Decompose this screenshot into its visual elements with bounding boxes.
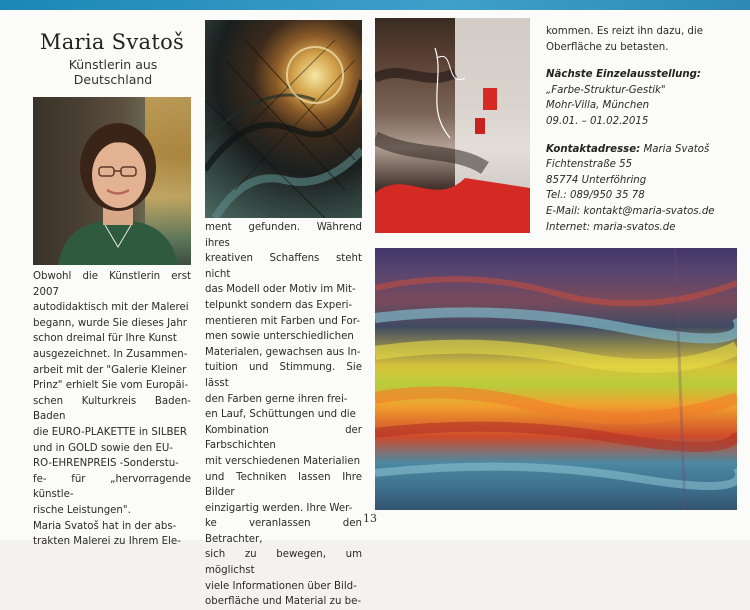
exhibition-venue: Mohr-Villa, München	[546, 100, 650, 112]
artwork-texture	[375, 248, 737, 510]
exhibition-heading: Nächste Einzelausstellung:	[546, 69, 702, 81]
text-line: den Farben gerne ihren frei-	[205, 393, 348, 405]
text-line: und Techniken lassen Ihre Bilder	[205, 471, 362, 499]
contact-heading: Kontaktadresse:	[546, 143, 641, 155]
text-line: Materialen, gewachsen aus In-	[205, 346, 361, 358]
artwork-texture	[205, 20, 362, 218]
text-line: und in GOLD sowie den EU-	[33, 442, 174, 454]
contact-line	[546, 142, 736, 158]
artist-portrait-photo	[33, 97, 191, 265]
text-line: men sowie unterschiedlichen	[205, 331, 354, 343]
text-line: ment gefunden. Während ihres	[205, 222, 362, 249]
text-line: kommen. Es reizt ihn dazu, die	[546, 26, 703, 37]
text-line: Kombination der Farbschichten	[205, 424, 362, 452]
artwork-texture	[375, 18, 530, 233]
article-column-2	[205, 220, 362, 610]
contact-email: E-Mail: kontakt@maria-svatos.de	[546, 205, 715, 217]
text-line: RO-EHRENPREIS -Sonderstu-	[33, 458, 179, 470]
contact-phone: Tel.: 089/950 35 78	[546, 190, 645, 202]
text-line: mentieren mit Farben und For-	[205, 315, 360, 327]
artwork-image-golden-circle	[205, 20, 362, 218]
text-line: ke veranlassen den Betrachter,	[205, 518, 362, 545]
article-column-3	[546, 24, 736, 235]
text-line: einzigartig werden. Ihre Wer-	[205, 502, 353, 514]
text-line: Maria Svatoš hat in der abs-	[33, 520, 177, 532]
text-line: schon dreimal für Ihre Kunst	[33, 333, 177, 345]
text-line: trakten Malerei zu Ihrem Ele-	[33, 536, 181, 548]
article-column-1	[33, 269, 191, 550]
portrait-figure	[33, 97, 191, 265]
text-line: Prinz" erhielt Sie vom Europäi-	[33, 380, 189, 392]
exhibition-title: „Farbe-Struktur-Gestik"	[546, 84, 666, 96]
page-number: 13	[363, 512, 377, 525]
text-line: schen Kulturkreis Baden-Baden	[33, 395, 191, 423]
artist-name: Maria Svatoš	[39, 30, 185, 54]
text-line: en Lauf, Schüttungen und die	[205, 409, 356, 421]
text-line: oberfläche und Material zu be-	[205, 596, 362, 608]
text-line: begann, wurde Sie dieses Jahr	[33, 317, 187, 329]
text-line: arbeit mit der "Galerie Kleiner	[33, 364, 187, 376]
contact-website: Internet: maria-svatos.de	[546, 221, 676, 233]
text-line: das Modell oder Motiv im Mit-	[205, 284, 356, 296]
artist-subtitle: Künstlerin aus Deutschland	[68, 57, 158, 87]
artwork-image-red-white	[375, 18, 530, 233]
text-line: viele Informationen über Bild-	[205, 580, 357, 592]
text-line: mit verschiedenen Materialien	[205, 455, 361, 467]
text-line: Oberfläche zu betasten.	[546, 41, 669, 53]
exhibition-dates: 09.01. – 01.02.2015	[546, 115, 649, 127]
top-color-band	[0, 0, 750, 10]
text-line: autodidaktisch mit der Malerei	[33, 302, 189, 314]
text-line: telpunkt sondern das Experi-	[205, 299, 353, 311]
text-line: kreativen Schaffens steht nicht	[205, 253, 362, 280]
contact-name: Maria Svatoš	[640, 143, 710, 155]
text-line: Obwohl die Künstlerin erst 2007	[33, 271, 191, 298]
text-line: ausgezeichnet. In Zusammen-	[33, 348, 188, 360]
text-line: tuition und Stimmung. Sie lässt	[205, 362, 362, 389]
text-line: die EURO-PLAKETTE in SILBER	[33, 426, 188, 438]
contact-street: Fichtenstraße 55	[546, 159, 633, 171]
text-line: rische Leistungen".	[33, 504, 131, 516]
contact-city: 85774 Unterföhring	[546, 174, 647, 186]
artwork-image-colorful-landscape	[375, 248, 737, 510]
text-line: sich zu bewegen, um möglichst	[205, 549, 362, 577]
text-line: fe- für „hervorragende künstle-	[33, 473, 191, 501]
